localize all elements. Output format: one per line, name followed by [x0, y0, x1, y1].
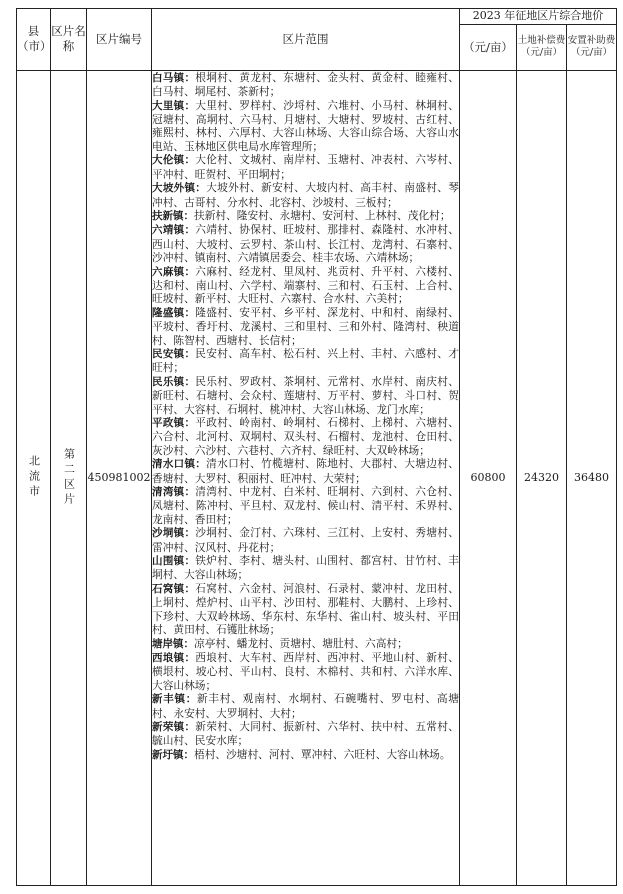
town-villages: 新丰村、观南村、水垌村、石碗嘴村、罗屯村、高塘村、永安村、大罗垌村、大村；	[152, 692, 459, 720]
town-entry	[152, 748, 459, 762]
town-entry	[152, 71, 459, 99]
town-name: 民乐镇：	[152, 375, 196, 388]
town-villages: 大伦村、文城村、南岸村、玉塘村、冲表村、六岑村、平冲村、旺贺村、平田垌村；	[152, 153, 459, 181]
town-name: 清水口镇：	[152, 458, 207, 471]
zone-scope-cell	[152, 70, 460, 885]
land-price-table	[16, 8, 617, 886]
town-entry	[152, 306, 459, 347]
town-entry	[152, 554, 459, 582]
town-name: 白马镇：	[152, 71, 196, 84]
town-name: 扶新镇：	[152, 209, 194, 222]
town-entry	[152, 209, 459, 223]
town-villages: 沙垌村、金汀村、六珠村、三江村、上安村、秀塘村、雷冲村、汉风村、丹花村；	[152, 526, 459, 554]
town-entry	[152, 181, 459, 209]
town-name: 六麻镇：	[152, 265, 196, 278]
town-entry	[152, 485, 459, 526]
town-name: 山围镇：	[152, 555, 196, 568]
town-name: 石窝镇：	[152, 582, 196, 595]
town-name: 塘岸镇：	[152, 637, 194, 650]
town-villages: 根垌村、黄龙村、东塘村、金头村、黄金村、睦雍村、白马村、垌尾村、茶新村；	[152, 70, 459, 99]
town-villages: 清湾村、中龙村、白米村、旺垌村、六到村、六仓村、凤塘村、陈冲村、平旦村、双龙村、候山村、清平村、禾界村、龙南村、香田村；	[152, 485, 459, 526]
town-name: 新圩镇：	[152, 748, 194, 761]
town-name: 隆盛镇：	[152, 306, 196, 319]
town-villages: 大里村、罗样村、沙埒村、六堆村、小马村、林垌村、冠塘村、高垌村、六马村、月塘村、大塘村、罗坡村、古红村、雍熙村、林村、六厚村、大容山林场、大容山综合场、大容山水电站、玉林地区供电局水库管理所；	[152, 98, 459, 153]
town-entry	[152, 457, 459, 485]
town-entry	[152, 223, 459, 264]
town-villages: 隆盛村、安平村、乡平村、深龙村、中和村、南绿村、平坡村、香圩村、龙溪村、三和里村、三和外村、隆湾村、秧道村、陈智村、西塘村、长信村；	[152, 305, 459, 347]
town-villages: 梧村、沙塘村、河村、覃冲村、六旺村、大容山林场。	[194, 747, 451, 761]
header-unit: （元/亩）	[460, 24, 517, 70]
town-entry	[152, 637, 459, 651]
town-name: 民安镇：	[152, 347, 196, 360]
town-entry	[152, 347, 459, 375]
header-zone-name: 区片名称	[51, 9, 87, 71]
town-villages: 大坡外村、新安村、大坡内村、高丰村、南盛村、琴冲村、古哥村、分水村、北容村、沙坡村、三板村；	[152, 181, 459, 209]
town-entry	[152, 99, 459, 154]
land-compensation-cell: 24320	[517, 70, 567, 885]
header-zone-scope: 区片范围	[152, 9, 460, 71]
town-name: 清湾镇：	[152, 486, 196, 499]
county-cell: 北流市	[17, 70, 51, 885]
town-name: 新丰镇：	[152, 693, 197, 706]
header-land-compensation: 土地补偿费（元/亩）	[517, 24, 567, 70]
town-entry	[152, 265, 459, 306]
header-resettlement-subsidy: 安置补助费（元/亩）	[567, 24, 617, 70]
town-name: 西埌镇：	[152, 651, 196, 664]
town-name: 新荣镇：	[152, 720, 196, 733]
town-entry	[152, 153, 459, 181]
town-villages: 民安村、高车村、松石村、兴上村、丰村、六感村、才旺村；	[152, 346, 459, 375]
town-villages: 西埌村、大车村、西岸村、西冲村、平地山村、新村、横垠村、坡心村、平山村、良村、木棉村、共和村、六洋水库、大容山林场；	[152, 650, 459, 692]
town-name: 大伦镇：	[152, 154, 196, 167]
total-price-cell: 60800	[460, 70, 517, 885]
town-name: 六靖镇：	[152, 224, 196, 237]
town-entry	[152, 416, 459, 457]
town-name: 平政镇：	[152, 417, 196, 429]
town-entry	[152, 582, 459, 637]
zone-name-cell: 第二区片	[51, 70, 87, 885]
header-price-group: 2023 年征地区片综合地价	[460, 9, 617, 25]
town-villages: 六麻村、经龙村、里凤村、兆贡村、升平村、六楼村、达和村、南山村、六学村、端寨村、三和村、石玉村、上合村、旺坡村、新平村、大旺村、六寨村、合水村、六美村；	[152, 264, 459, 306]
zone-code-cell: 450981002	[87, 70, 152, 885]
town-villages: 扶新村、隆安村、永塘村、安河村、上林村、茂化村；	[194, 208, 451, 222]
town-villages: 石窝村、六金村、河浪村、石录村、蒙冲村、龙田村、上垌村、煌炉村、山平村、沙田村、那鞋村、大鹏村、上珍村、下珍村、大双岭林场、华东村、东华村、雀山村、坡头村、平田村、黄田村、石镬肚林场；	[152, 581, 459, 637]
town-entry	[152, 526, 459, 554]
town-entry	[152, 375, 459, 416]
header-zone-code: 区片编号	[87, 9, 152, 71]
town-name: 大里镇：	[152, 99, 196, 112]
town-villages: 清水口村、竹榄塘村、陈地村、大郡村、大塘边村、香塘村、大罗村、积丽村、旺冲村、大荣村；	[152, 457, 459, 485]
town-villages: 新荣村、大同村、振新村、六华村、扶中村、五常村、毓山村、民安水库；	[152, 719, 459, 748]
town-entry	[152, 692, 459, 720]
header-county: 县（市）	[17, 9, 51, 71]
town-villages: 凉亭村、蟠龙村、贡塘村、塘肚村、六高村；	[194, 636, 408, 650]
town-villages: 铁炉村、李村、塘头村、山围村、都宫村、甘竹村、丰垌村、大容山林场；	[152, 554, 459, 582]
town-entry	[152, 720, 459, 748]
town-entry	[152, 651, 459, 692]
town-villages: 民乐村、罗政村、茶垌村、元常村、水岸村、南庆村、新旺村、石塘村、会众村、莲塘村、万平村、萝村、斗口村、贺平村、大容村、石垌村、桃冲村、大容山林场、龙门水库；	[152, 374, 459, 416]
town-name: 大坡外镇：	[152, 182, 207, 195]
town-name: 沙垌镇：	[152, 527, 196, 540]
resettlement-subsidy-cell: 36480	[567, 70, 617, 885]
town-villages: 六靖村、协保村、旺坡村、那排村、森隆村、水冲村、西山村、大坡村、云罗村、茶山村、长江村、龙湾村、石寨村、沙冲村、镇南村、六靖镇居委会、桂丰农场、六靖林场；	[152, 223, 459, 265]
town-villages: 平政村、岭南村、岭垌村、石梯村、上梯村、六塘村、六合村、北河村、双垌村、双头村、石榴村、龙池村、仓田村、灰沙村、六沙村、六巷村、六齐村、绿旺村、大双岭林场；	[152, 416, 459, 457]
